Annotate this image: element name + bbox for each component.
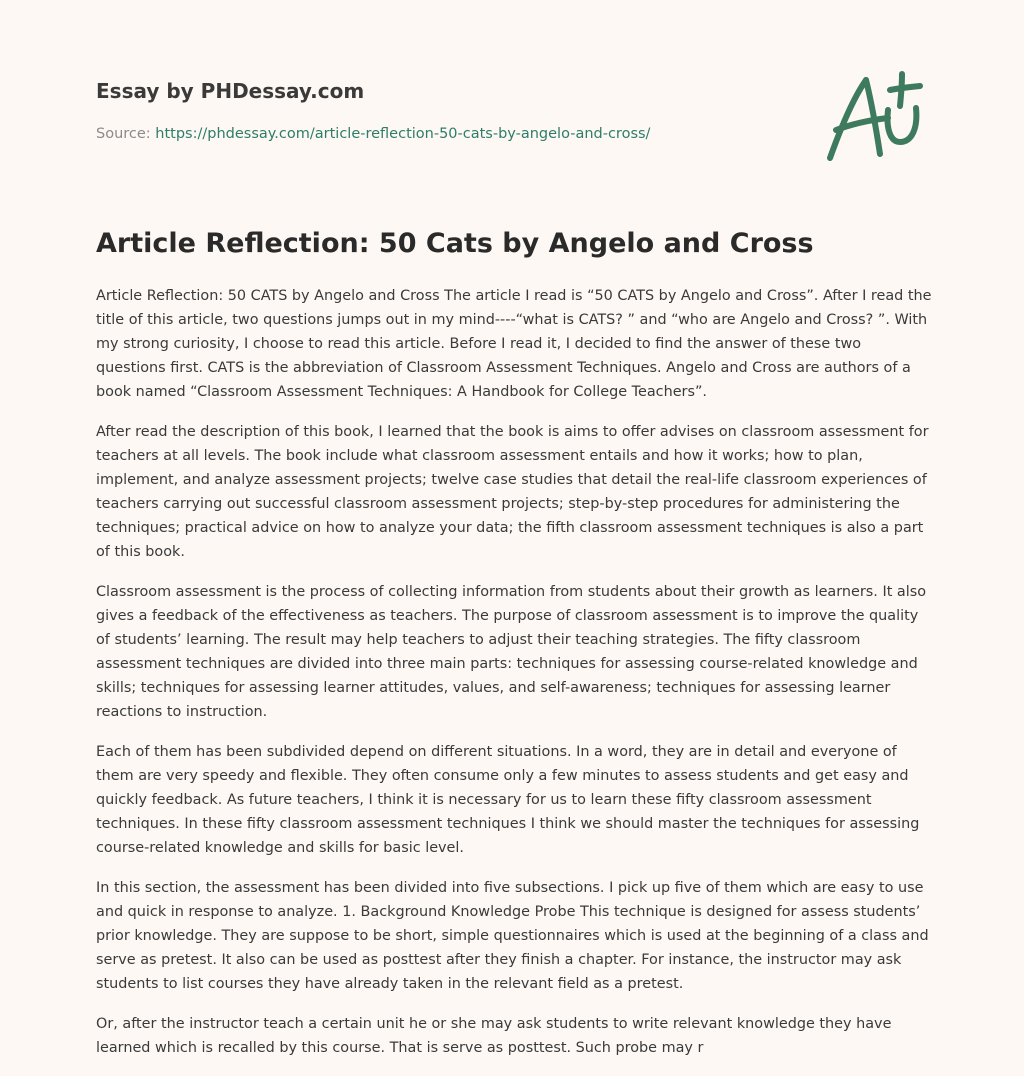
source-label: Source: (96, 126, 151, 142)
source-link[interactable]: https://phdessay.com/article-reflection-50-cats-by-angelo-and-cross/ (155, 126, 651, 142)
article-paragraph: Each of them has been subdivided depend on different situations. In a word, they are in detail and everyone of them are very speedy and flexible. They often consume only a few minutes to assess students and get easy and quickly feedback. As future teachers, I think it is necessary for us to learn these fifty classroom assessment techniques. In these fifty classroom assessment techniques I think we should master the techniques for assessing course-related knowledge and skills for basic level. (96, 744, 920, 856)
article-body (96, 284, 932, 1064)
page-header (96, 78, 796, 144)
article-paragraph: After read the description of this book, I learned that the book is aims to offer advises on classroom assessment for teachers at all levels. The book include what classroom assessment entails and how it works; how to plan, implement, and analyze assessment projects; twelve case studies that detail the real-life classroom experiences of teachers carrying out successful classroom assessment projects; step-by-step procedures for administering the techniques; practical advice on how to analyze your data; the fifth classroom assessment techniques is also a part of this book. (96, 424, 929, 560)
source-line (96, 124, 796, 144)
a-plus-logo-icon (822, 68, 932, 168)
site-title: Essay by PHDessay.com (96, 79, 365, 103)
article-paragraph: In this section, the assessment has been divided into five subsections. I pick up five of them which are easy to use and quick in response to analyze. 1. Background Knowledge Probe This technique is designed for assess students’ prior knowledge. They are suppose to be short, simple questionnaires which is used at the beginning of a class and serve as pretest. It also can be used as posttest after they finish a chapter. For instance, the instructor may ask students to list courses they have already taken in the relevant field as a pretest. (96, 880, 929, 992)
article-paragraph: Classroom assessment is the process of collecting information from students about their growth as learners. It also gives a feedback of the effectiveness as teachers. The purpose of classroom assessment is to improve the quality of students’ learning. The result may help teachers to adjust their teaching strategies. The fifty classroom assessment techniques are divided into three main parts: techniques for assessing course-related knowledge and skills; techniques for assessing learner attitudes, values, and self-awareness; techniques for assessing learner reactions to instruction. (96, 584, 927, 720)
article-paragraph: Or, after the instructor teach a certain unit he or she may ask students to write relevant knowledge they have learned which is recalled by this course. That is serve as posttest. Such probe may r (96, 1016, 892, 1056)
page-title: Article Reflection: 50 Cats by Angelo and Cross (96, 228, 814, 259)
article-paragraph: Article Reflection: 50 CATS by Angelo and Cross The article I read is “50 CATS by Angelo and Cross”. After I read the title of this article, two questions jumps out in my mind----“what is CATS? ” and “who are Angelo and Cross? ”. With my strong curiosity, I choose to read this article. Before I read it, I decided to find the answer of these two questions first. CATS is the abbreviation of Classroom Assessment Techniques. Angelo and Cross are authors of a book named “Classroom Assessment Techniques: A Handbook for College Teachers”. (96, 288, 932, 400)
